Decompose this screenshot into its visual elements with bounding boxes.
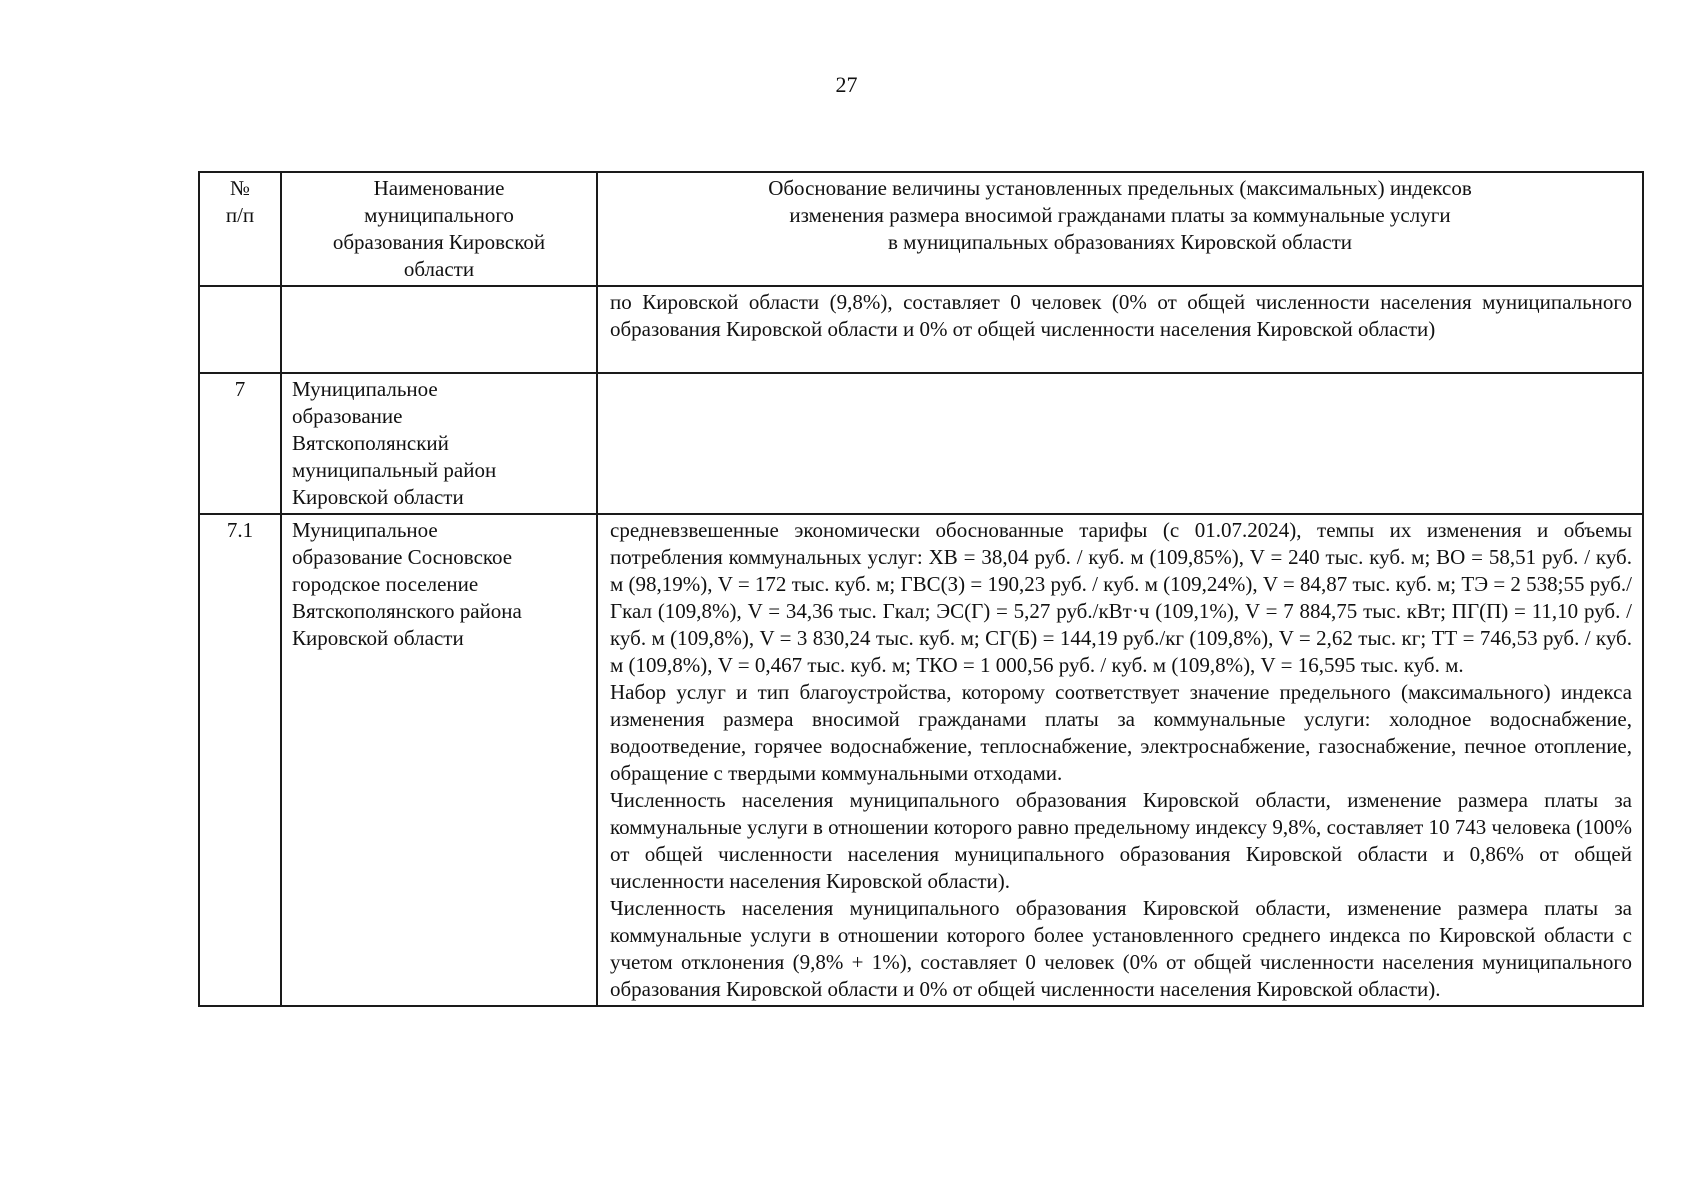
header-municipality-name: Наименование муниципального образования Кировской области <box>281 172 597 286</box>
row-justification <box>597 286 1643 373</box>
row-number: 7.1 <box>199 514 281 1006</box>
justification-paragraph: Набор услуг и тип благоустройства, которому соответствует значение предельного (максимального) индекса изменения размера вносимой гражданами платы за коммунальные услуги: холодное водоснабжение, водоотведение, горячее водоснабжение, теплоснабжение, электроснабжение, газоснабжение, печное отопление, обращение с твердыми коммунальными отходами. <box>610 680 1632 785</box>
header-justification: Обоснование величины установленных предельных (максимальных) индексов изменения размера вносимой гражданами платы за коммунальные услуги в муниципальных образованиях Кировской области <box>597 172 1643 286</box>
justification-paragraph: Численность населения муниципального образования Кировской области, изменение размера платы за коммунальные услуги в отношении которого более установленного среднего индекса по Кировской области с учетом отклонения (9,8% + 1%), составляет 0 человек (0% от общей численности населения муниципального образования Кировской области и 0% от общей численности населения Кировской области). <box>610 896 1632 1001</box>
table-row <box>199 286 1643 373</box>
table-row <box>199 373 1643 514</box>
row-number <box>199 286 281 373</box>
justification-paragraph: Численность населения муниципального образования Кировской области, изменение размера платы за коммунальные услуги в отношении которого равно предельному индексу 9,8%, составляет 10 743 человека (100% от общей численности населения муниципального образования Кировской области и 0,86% от общей численности населения Кировской области). <box>610 788 1632 893</box>
justification-paragraph: по Кировской области (9,8%), составляет 0 человек (0% от общей численности населения муниципального образования Кировской области и 0% от общей численности населения Кировской области) <box>610 290 1632 341</box>
tariff-index-table <box>198 171 1644 1007</box>
justification-paragraph: средневзвешенные экономически обоснованные тарифы (с 01.07.2024), темпы их изменения и объемы потребления коммунальных услуг: ХВ = 38,04 руб. / куб. м (109,85%), V = 240 тыс. куб. м; ВО = 58,51 руб. / куб. м (98,19%), V = 172 тыс. куб. м; ГВС(З) = 190,23 руб. / куб. м (109,24%), V = 84,87 тыс. куб. м; ТЭ = 2 538;55 руб./Гкал (109,8%), V = 34,36 тыс. Гкал; ЭС(Г) = 5,27 руб./кВт·ч (109,1%), V = 7 884,75 тыс. кВт; ПГ(П) = 11,10 руб. / куб. м (109,8%), V = 3 830,24 тыс. куб. м; СГ(Б) = 144,19 руб./кг (109,8%), V = 2,62 тыс. кг; ТТ = 746,53 руб. / куб. м (109,8%), V = 0,467 тыс. куб. м; ТКО = 1 000,56 руб. / куб. м (109,8%), V = 16,595 тыс. куб. м. <box>610 518 1632 677</box>
row-number: 7 <box>199 373 281 514</box>
table-header-row <box>199 172 1643 286</box>
header-number: № п/п <box>199 172 281 286</box>
row-municipality-name <box>281 286 597 373</box>
page-number: 27 <box>835 72 858 97</box>
row-municipality-name: Муниципальное образование Вятскополянский муниципальный район Кировской области <box>281 373 597 514</box>
row-municipality-name: Муниципальное образование Сосновское городское поселение Вятскополянского района Кировской области <box>281 514 597 1006</box>
row-justification <box>597 373 1643 514</box>
row-justification <box>597 514 1643 1006</box>
table-row <box>199 514 1643 1006</box>
